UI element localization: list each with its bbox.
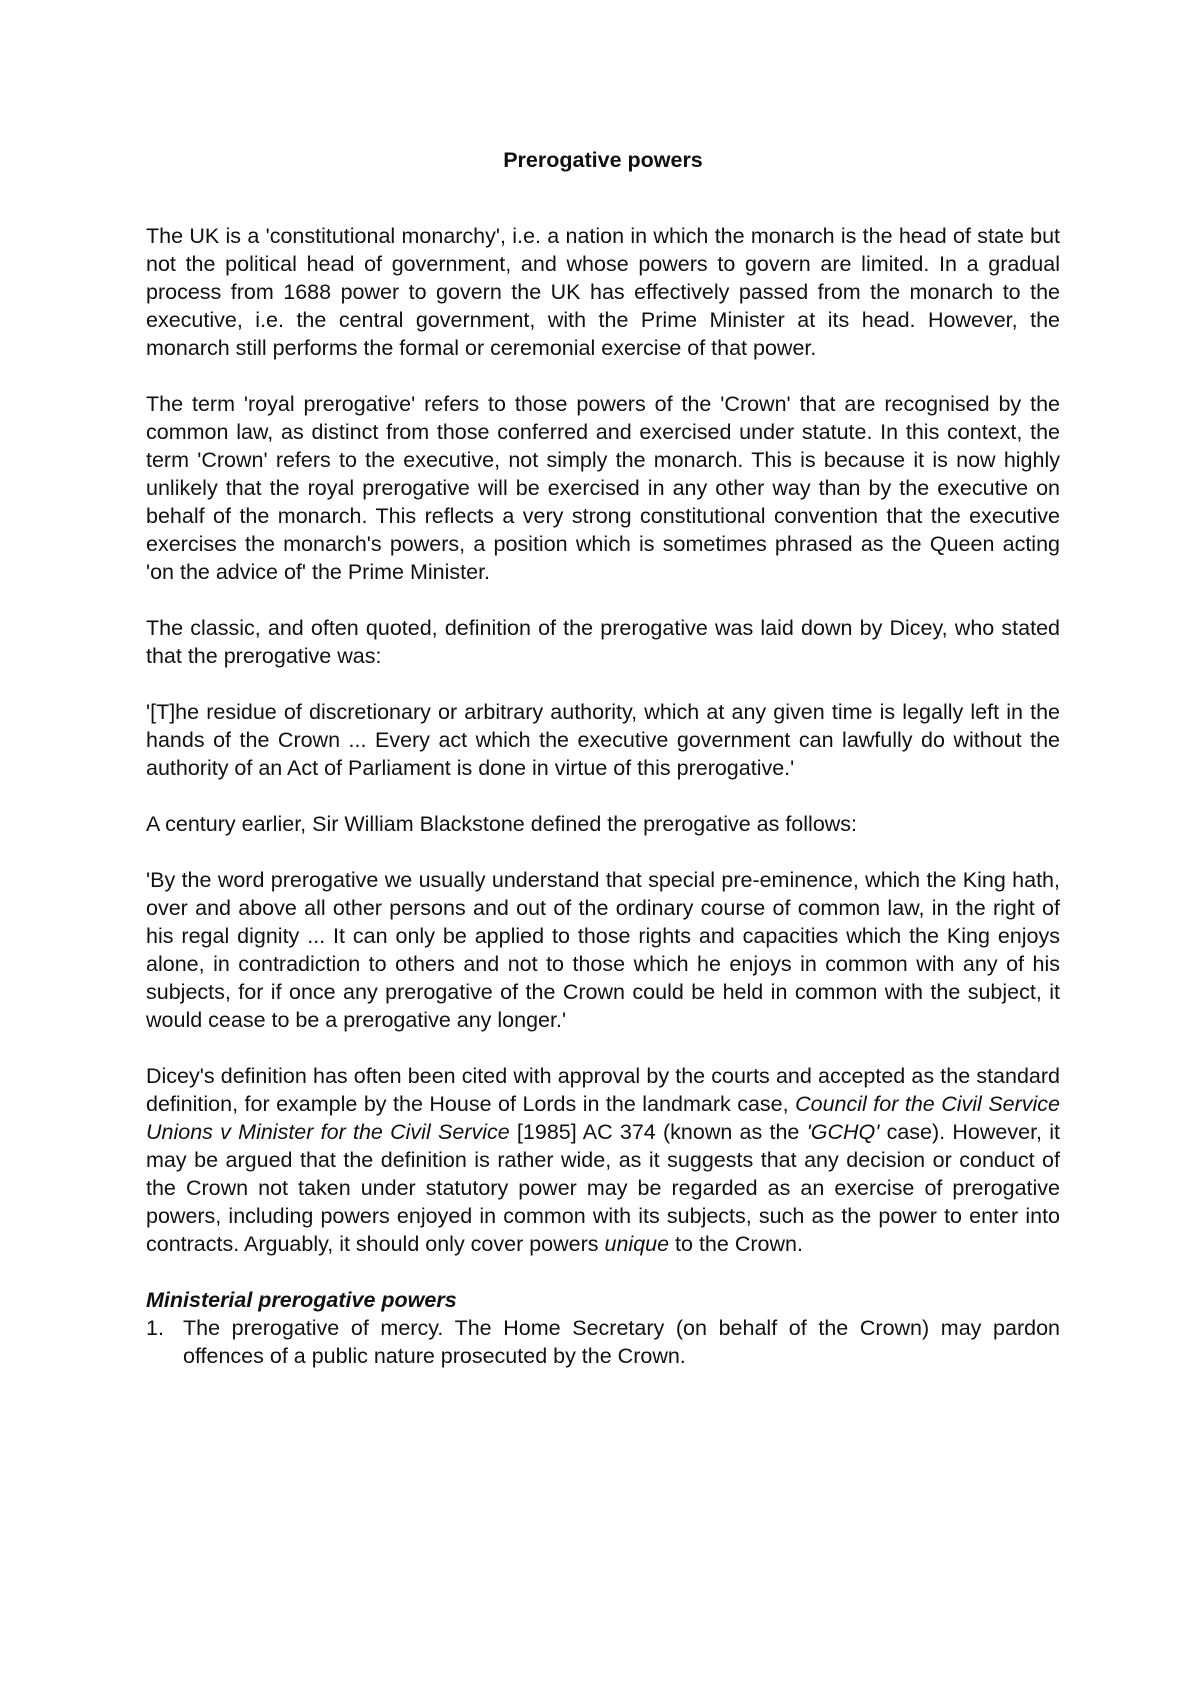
paragraph-definition-discussion [146,1062,1060,1258]
text-run: case). However, it may be argued that the definition is rather wide, as it suggests that any decision or conduct of the Crown not taken under statutory power may be regarded as an exercise of prerogative powers, including powers enjoyed in common with its subjects, such as the power to enter into contracts. Arguably, it should only cover powers [146,1120,1061,1256]
list-item [146,1314,1060,1370]
list-item-number: 1. [146,1316,164,1340]
paragraph-blackstone-intro: A century earlier, Sir William Blackstone defined the prerogative as follows: [146,812,858,836]
case-short-name: 'GCHQ' [806,1120,880,1144]
text-run: [1985] AC 374 (known as the [509,1120,807,1144]
document-page [146,140,1060,1370]
quote-blackstone: 'By the word prerogative we usually understand that special pre-eminence, which the King hath, over and above all other persons and out of the ordinary course of common law, in the right of his regal dignity ... It can only be applied to those rights and capacities which the King enjoys alone, in contradiction to others and not to those which he enjoys in common with any of his subjects, for if once any prerogative of the Crown could be held in common with the subject, it would cease to be a prerogative any longer.' [146,868,1060,1032]
paragraph-constitutional-monarchy: The UK is a 'constitutional monarchy', i.e. a nation in which the monarch is the head of state but not the political head of government, and whose powers to govern are limited. In a gradual process from 1688 power to govern the UK has effectively passed from the monarch to the executive, i.e. the central government, with the Prime Minister at its head. However, the monarch still performs the formal or ceremonial exercise of that power. [146,224,1060,360]
text-run: Dicey's definition has often been cited with approval by the courts and accepted as the standard definition, for example by the House of Lords in the landmark case, [146,1064,1060,1116]
paragraph-royal-prerogative: The term 'royal prerogative' refers to those powers of the 'Crown' that are recognised by the common law, as distinct from those conferred and exercised under statute. In this context, the term 'Crown' refers to the executive, not simply the monarch. This is because it is now highly unlikely that the royal prerogative will be exercised in any other way than by the executive on behalf of the monarch. This reflects a very strong constitutional convention that the executive exercises the monarch's powers, a position which is sometimes phrased as the Queen acting 'on the advice of' the Prime Minister. [146,392,1060,584]
emphasis-unique: unique [604,1232,670,1256]
quote-dicey: '[T]he residue of discretionary or arbitrary authority, which at any given time is legally left in the hands of the Crown ... Every act which the executive government can lawfully do without the authority of an Act of Parliament is done in virtue of this prerogative.' [146,700,1060,780]
list-item-text: The prerogative of mercy. The Home Secretary (on behalf of the Crown) may pardon offences of a public nature prosecuted by the Crown. [183,1316,1060,1368]
paragraph-dicey-intro: The classic, and often quoted, definition of the prerogative was laid down by Dicey, who stated that the prerogative was: [146,616,1060,668]
text-run: to the Crown. [669,1232,803,1256]
prerogative-list [146,1314,1060,1370]
section-heading: Ministerial prerogative powers [146,1288,457,1312]
case-name: Council for the Civil Service Unions v Minister for the Civil Service [146,1092,1061,1144]
page-title: Prerogative powers [503,148,703,172]
